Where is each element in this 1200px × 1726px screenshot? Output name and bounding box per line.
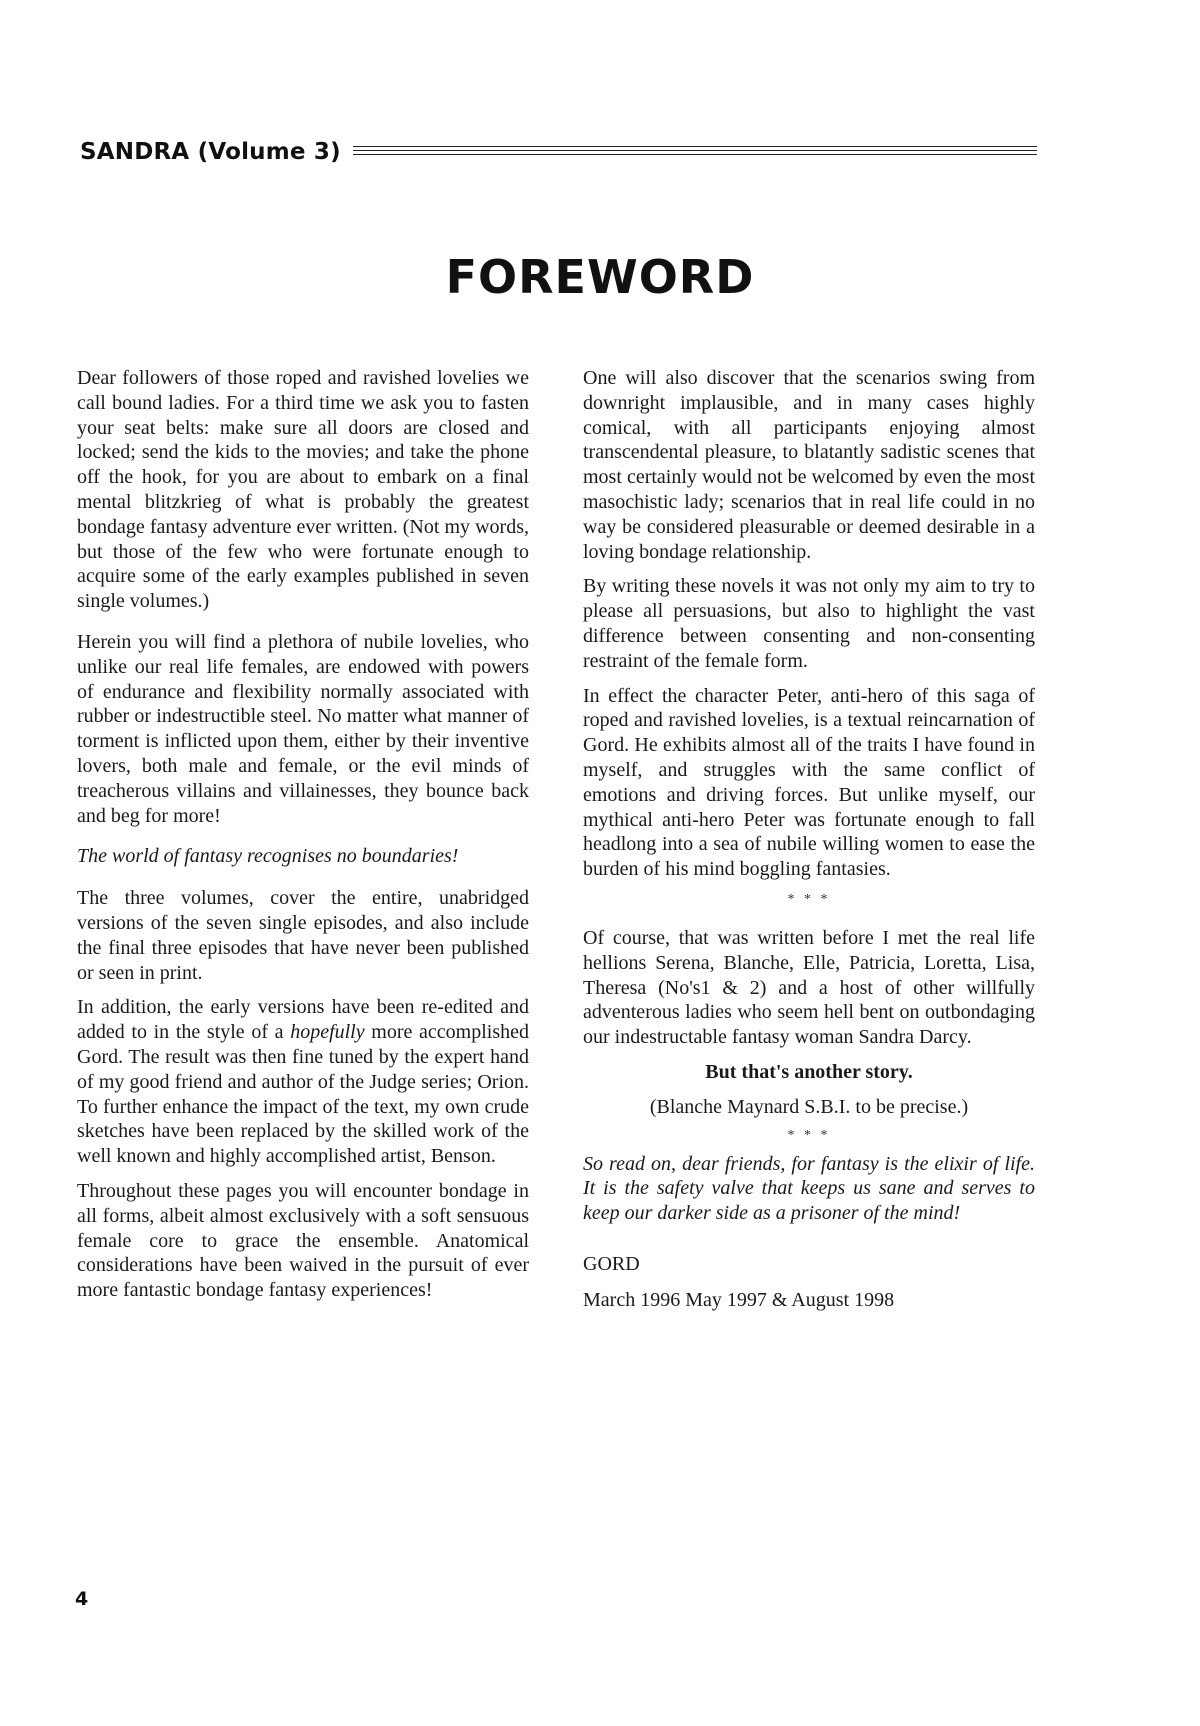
closing-text: It is the safety valve that keeps us sane and serves to keep our darker side as a prisoner of the mind! <box>583 1177 1035 1225</box>
left-column <box>77 366 529 1303</box>
paragraph: Dear followers of those roped and ravished lovelies we call bound ladies. For a third time we ask you to fasten your seat belts: make sure all doors are closed and locked; send the kids to the movies; and take the phone off the hook, for you are about to embark on a final mental blitzkrieg of what is probably the greatest bondage fantasy adventure ever written. (Not my words, but those of the few who were fortunate enough to acquire some of the early examples published in seven single volumes.) <box>77 367 529 613</box>
page-title: FOREWORD <box>445 250 755 304</box>
italic-closing <box>583 1152 1035 1226</box>
header-rule <box>353 146 1037 158</box>
emphasis-text: hopefully <box>290 1021 365 1044</box>
dates: March 1996 May 1997 & August 1998 <box>583 1288 895 1311</box>
closing-text: So read on, dear friends, for fantasy is the elixir of life. <box>583 1152 1035 1175</box>
signature: GORD <box>583 1252 640 1275</box>
running-title: SANDRA (Volume 3) <box>80 139 341 165</box>
paragraph: In effect the character Peter, anti-hero of this saga of roped and ravished lovelies, is a textual reincarnation of Gord. He exhibits almost all of the traits I have found in myself, and struggles with the same conflict of emotions and driving forces. But unlike myself, our mythical anti-hero Peter was fortunate enough to fall headlong into a sea of nubile willing women to ease the burden of his mind boggling fantasies. <box>583 684 1035 881</box>
section-separator: * * * <box>787 891 831 907</box>
paragraph: By writing these novels it was not only my aim to try to please all persuasions, but also to highlight the vast difference between consenting and non-consenting restraint of the female form. <box>583 575 1035 672</box>
paragraph: Throughout these pages you will encounter bondage in all forms, albeit almost exclusively with a soft sensuous female core to grace the ensemble. Anatomical considerations have been waived in the pursuit of ever more fantastic bondage fantasy experiences! <box>77 1179 529 1302</box>
paragraph: The three volumes, cover the entire, unabridged versions of the seven single episodes, and also include the final three episodes that have never been published or seen in print. <box>77 887 529 984</box>
paragraph: (Blanche Maynard S.B.I. to be precise.) <box>649 1095 969 1118</box>
paragraph <box>77 995 529 1169</box>
bold-line: But that's another story. <box>705 1060 913 1083</box>
running-header <box>80 137 1037 167</box>
italic-quote: The world of fantasy recognises no boundaries! <box>77 845 459 868</box>
paragraph: Herein you will find a plethora of nubile lovelies, who unlike our real life females, are endowed with powers of endurance and flexibility normally associated with rubber or indestructible steel. No matter what manner of torment is inflicted upon them, either by their inventive lovers, both male and female, or the evil minds of treacherous villains and villainesses, they bounce back and beg for more! <box>77 630 529 827</box>
right-column <box>583 366 1035 1313</box>
page-number: 4 <box>75 1588 89 1610</box>
paragraph-text: more accomplished Gord. The result was then fine tuned by the expert hand of my good friend and author of the Judge series; Orion. To further enhance the impact of the text, my own crude sketches have been replaced by the skilled work of the well known and highly accomplished artist, Benson. <box>77 1021 529 1168</box>
paragraph: One will also discover that the scenarios swing from downright implausible, and in many cases highly comical, with all participants enjoying almost transcendental pleasure, to blatantly sadistic scenes that most certainly would not be welcomed by even the most masochistic lady; scenarios that in real life could in no way be considered pleasurable or deemed desirable in a loving bondage relationship. <box>583 367 1035 563</box>
paragraph-text: In addition, the early versions have been re-edited and added to in the style of a <box>77 996 529 1044</box>
paragraph: Of course, that was written before I met the real life hellions Serena, Blanche, Elle, Patricia, Loretta, Lisa, Theresa (No's1 & 2) and a host of other willfully adventerous ladies who seem hell bent on outbondaging our indestructable fantasy woman Sandra Darcy. <box>583 926 1035 1049</box>
section-separator: * * * <box>787 1127 831 1143</box>
